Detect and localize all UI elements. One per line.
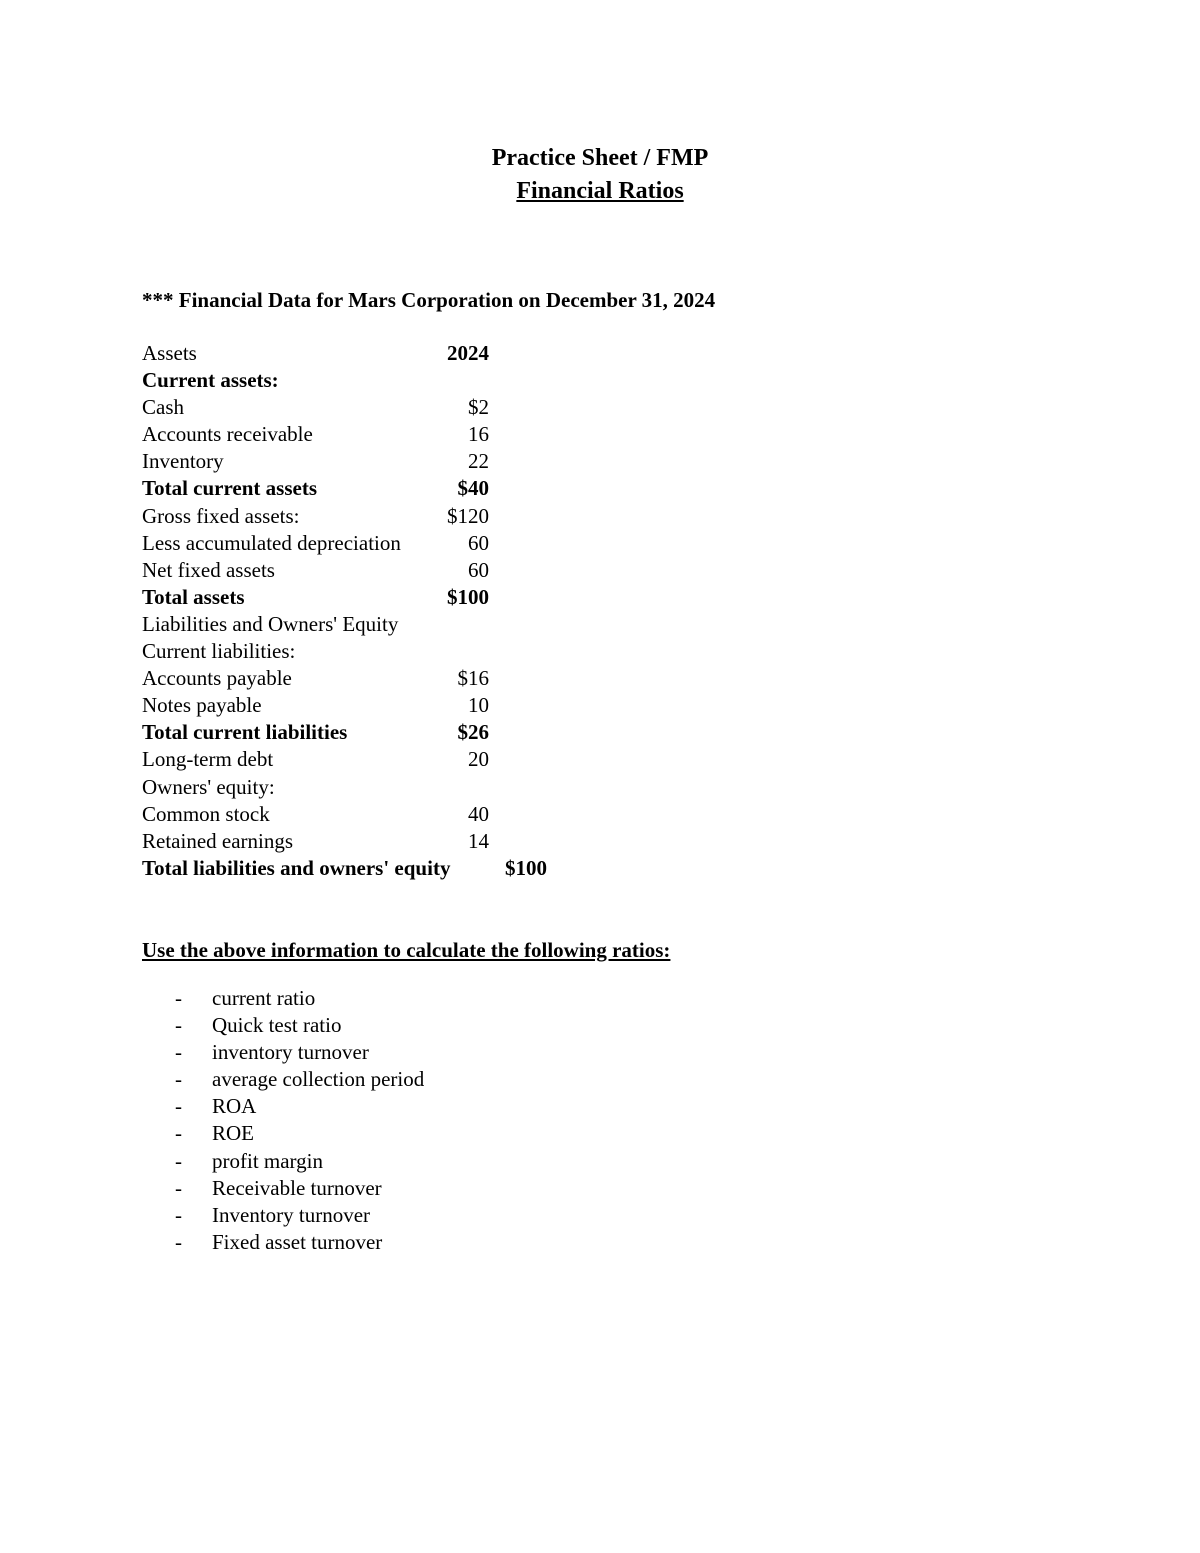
row-value: $40 — [457, 476, 489, 501]
balance-sheet-row — [142, 340, 562, 367]
balance-sheet-row — [142, 421, 562, 448]
row-value: $100 — [447, 584, 489, 609]
balance-sheet-row — [142, 774, 562, 801]
row-value: 16 — [468, 422, 489, 447]
balance-sheet-row — [142, 530, 562, 557]
row-value: $100 — [505, 855, 547, 880]
row-label: Long-term debt — [142, 747, 274, 772]
bullet-dash: - — [175, 1094, 182, 1119]
list-item-text: current ratio — [212, 986, 316, 1010]
balance-sheet-row — [142, 801, 562, 828]
row-label: Current liabilities: — [142, 639, 296, 664]
list-item-text: Quick test ratio — [212, 1013, 342, 1038]
balance-sheet-row — [142, 475, 562, 502]
row-label: Accounts receivable — [142, 422, 313, 447]
row-label: Gross fixed assets: — [142, 503, 300, 528]
instruction-heading: Use the above information to calculate the following ratios: — [142, 938, 671, 962]
balance-sheet-row — [142, 394, 562, 421]
bullet-dash: - — [175, 986, 182, 1010]
row-label: Total liabilities and owners' equity — [142, 855, 451, 880]
balance-sheet — [142, 340, 562, 882]
balance-sheet-row — [142, 665, 562, 692]
bullet-dash: - — [175, 1040, 182, 1065]
balance-sheet-row — [142, 584, 562, 611]
row-label: Common stock — [142, 801, 270, 826]
row-value: $16 — [457, 666, 489, 691]
list-item-text: inventory turnover — [212, 1040, 369, 1065]
row-label: Liabilities and Owners' Equity — [142, 611, 399, 636]
row-value: 14 — [468, 828, 489, 853]
balance-sheet-row — [142, 719, 562, 746]
row-value: $26 — [457, 720, 489, 745]
row-label: Total current assets — [142, 476, 317, 501]
row-label: Total current liabilities — [142, 720, 348, 745]
bullet-dash: - — [175, 1175, 182, 1200]
row-value: 40 — [468, 801, 489, 826]
balance-sheet-row — [142, 448, 562, 475]
row-label: Total assets — [142, 584, 245, 609]
row-value: 20 — [468, 747, 489, 772]
row-label: Assets — [142, 341, 197, 365]
balance-sheet-row — [142, 557, 562, 584]
bullet-dash: - — [175, 1148, 182, 1173]
row-label: Cash — [142, 395, 184, 420]
bullet-dash: - — [175, 1202, 182, 1227]
balance-sheet-row — [142, 855, 562, 882]
balance-sheet-row — [142, 503, 562, 530]
balance-sheet-row — [142, 611, 562, 638]
row-value: $2 — [468, 395, 489, 420]
balance-sheet-row — [142, 692, 562, 719]
row-label: Inventory — [142, 449, 224, 474]
list-item-text: Fixed asset turnover — [212, 1229, 383, 1254]
row-label: Net fixed assets — [142, 557, 275, 582]
row-value: 10 — [468, 693, 489, 718]
balance-sheet-row — [142, 828, 562, 855]
row-value: 2024 — [447, 341, 489, 365]
list-item-text: average collection period — [212, 1067, 425, 1092]
page-title: Practice Sheet / FMP — [491, 145, 709, 171]
row-label: Less accumulated depreciation — [142, 530, 401, 555]
row-value: 60 — [468, 530, 489, 555]
bullet-dash: - — [175, 1121, 182, 1146]
row-label: Notes payable — [142, 693, 262, 718]
list-item-text: Inventory turnover — [212, 1202, 371, 1227]
bullet-dash: - — [175, 1013, 182, 1038]
row-label: Accounts payable — [142, 666, 292, 691]
row-value: 22 — [468, 449, 489, 474]
balance-sheet-row — [142, 746, 562, 773]
balance-sheet-row — [142, 638, 562, 665]
list-item-text: profit margin — [212, 1148, 324, 1173]
bullet-dash: - — [175, 1067, 182, 1092]
balance-sheet-row — [142, 367, 562, 394]
list-item-text: Receivable turnover — [212, 1175, 382, 1200]
list-item-text: ROE — [212, 1121, 254, 1146]
page-subtitle: Financial Ratios — [516, 178, 684, 204]
row-label: Retained earnings — [142, 828, 294, 853]
row-value: $120 — [447, 503, 489, 528]
row-value: 60 — [468, 557, 489, 582]
intro-heading: *** Financial Data for Mars Corporation on December 31, 2024 — [142, 288, 716, 312]
list-item-text: ROA — [212, 1094, 257, 1119]
row-label: Current assets: — [142, 368, 279, 393]
bullet-dash: - — [175, 1229, 182, 1254]
row-label: Owners' equity: — [142, 774, 275, 799]
